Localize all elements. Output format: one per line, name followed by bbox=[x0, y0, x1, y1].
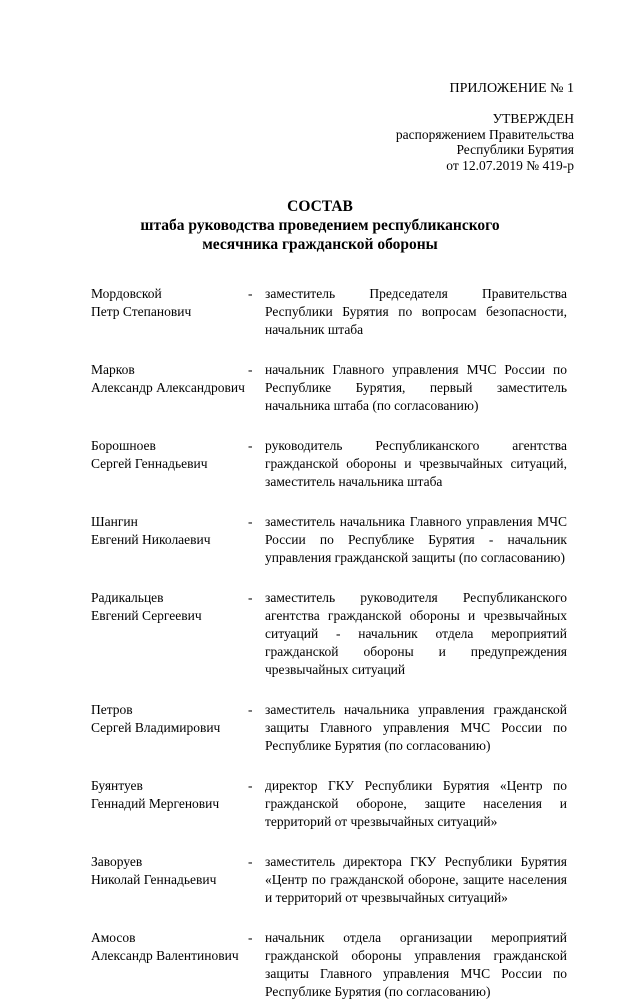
separator-dash: - bbox=[248, 778, 253, 793]
member-role: заместитель руководителя Республиканского агентства гражданской обороны и чрезвычайных ситуаций - начальник отдела мероприятий гражданской обороны и предупреждения чрезвычайных ситуаций bbox=[265, 590, 567, 677]
member-name bbox=[91, 777, 246, 813]
member-given-names: Петр Степанович bbox=[91, 304, 192, 319]
list-item bbox=[0, 777, 640, 831]
member-surname: Борошноев bbox=[91, 438, 156, 453]
list-item bbox=[0, 701, 640, 755]
member-role: заместитель начальника управления гражданской защиты Главного управления МЧС России по Республике Бурятия (по согласованию) bbox=[265, 702, 567, 753]
separator-dash: - bbox=[248, 286, 253, 301]
member-given-names: Евгений Сергеевич bbox=[91, 608, 202, 623]
member-role: заместитель директора ГКУ Республики Бурятия «Центр по гражданской обороне, защите населения и территорий от чрезвычайных ситуаций» bbox=[265, 854, 567, 905]
separator-dash: - bbox=[248, 930, 253, 945]
approval-line-2: Республики Бурятия bbox=[456, 142, 574, 158]
approved-label: УТВЕРЖДЕН bbox=[492, 111, 574, 126]
title-line-3: месячника гражданской обороны bbox=[202, 236, 438, 253]
approval-line-1: распоряжением Правительства bbox=[395, 126, 574, 142]
document-title bbox=[0, 197, 640, 254]
appendix-label: ПРИЛОЖЕНИЕ № 1 bbox=[449, 81, 574, 96]
member-given-names: Александр Валентинович bbox=[91, 948, 239, 963]
title-line-1: СОСТАВ bbox=[287, 198, 353, 215]
member-name bbox=[91, 929, 246, 965]
member-given-names: Сергей Геннадьевич bbox=[91, 456, 208, 471]
staff-roster bbox=[0, 285, 640, 1001]
member-surname: Радикальцев bbox=[91, 590, 164, 605]
approval-block bbox=[396, 111, 574, 173]
member-name bbox=[91, 513, 246, 549]
member-surname: Шангин bbox=[91, 514, 138, 529]
member-surname: Амосов bbox=[91, 930, 136, 945]
list-item bbox=[0, 437, 640, 491]
list-item bbox=[0, 929, 640, 1001]
member-name bbox=[91, 437, 246, 473]
member-surname: Мордовской bbox=[91, 286, 162, 301]
list-item bbox=[0, 513, 640, 567]
member-role: заместитель начальника Главного управления МЧС России по Республике Бурятия - начальник управления гражданской защиты (по согласованию) bbox=[265, 514, 567, 565]
member-name bbox=[91, 361, 246, 397]
member-given-names: Николай Геннадьевич bbox=[91, 872, 217, 887]
member-name bbox=[91, 589, 246, 625]
member-given-names: Геннадий Мергенович bbox=[91, 796, 220, 811]
member-role: директор ГКУ Республики Бурятия «Центр по гражданской обороне, защите населения и территорий от чрезвычайных ситуаций» bbox=[265, 778, 567, 829]
list-item bbox=[0, 285, 640, 339]
member-role: начальник Главного управления МЧС России по Республике Бурятия, первый заместитель начальника штаба (по согласованию) bbox=[265, 362, 567, 413]
list-item bbox=[0, 853, 640, 907]
member-name bbox=[91, 853, 246, 889]
member-surname: Заворуев bbox=[91, 854, 143, 869]
approval-line-3: от 12.07.2019 № 419-р bbox=[446, 157, 574, 173]
separator-dash: - bbox=[248, 514, 253, 529]
separator-dash: - bbox=[248, 702, 253, 717]
separator-dash: - bbox=[248, 854, 253, 869]
member-surname: Буянтуев bbox=[91, 778, 143, 793]
member-surname: Петров bbox=[91, 702, 133, 717]
separator-dash: - bbox=[248, 362, 253, 377]
separator-dash: - bbox=[248, 438, 253, 453]
member-surname: Марков bbox=[91, 362, 135, 377]
separator-dash: - bbox=[248, 590, 253, 605]
member-name bbox=[91, 285, 246, 321]
title-line-2: штаба руководства проведением республиканского bbox=[140, 217, 500, 234]
list-item bbox=[0, 361, 640, 415]
list-item bbox=[0, 589, 640, 679]
member-role: заместитель Председателя Правительства Республики Бурятия по вопросам безопасности, начальник штаба bbox=[265, 286, 567, 337]
member-name bbox=[91, 701, 246, 737]
member-given-names: Сергей Владимирович bbox=[91, 720, 221, 735]
member-given-names: Александр Александрович bbox=[91, 380, 245, 395]
member-role: начальник отдела организации мероприятий гражданской обороны управления гражданской защиты Главного управления МЧС России по Республике Бурятия (по согласованию) bbox=[265, 930, 567, 999]
member-role: руководитель Республиканского агентства гражданской обороны и чрезвычайных ситуаций, заместитель начальника штаба bbox=[265, 438, 567, 489]
member-given-names: Евгений Николаевич bbox=[91, 532, 211, 547]
